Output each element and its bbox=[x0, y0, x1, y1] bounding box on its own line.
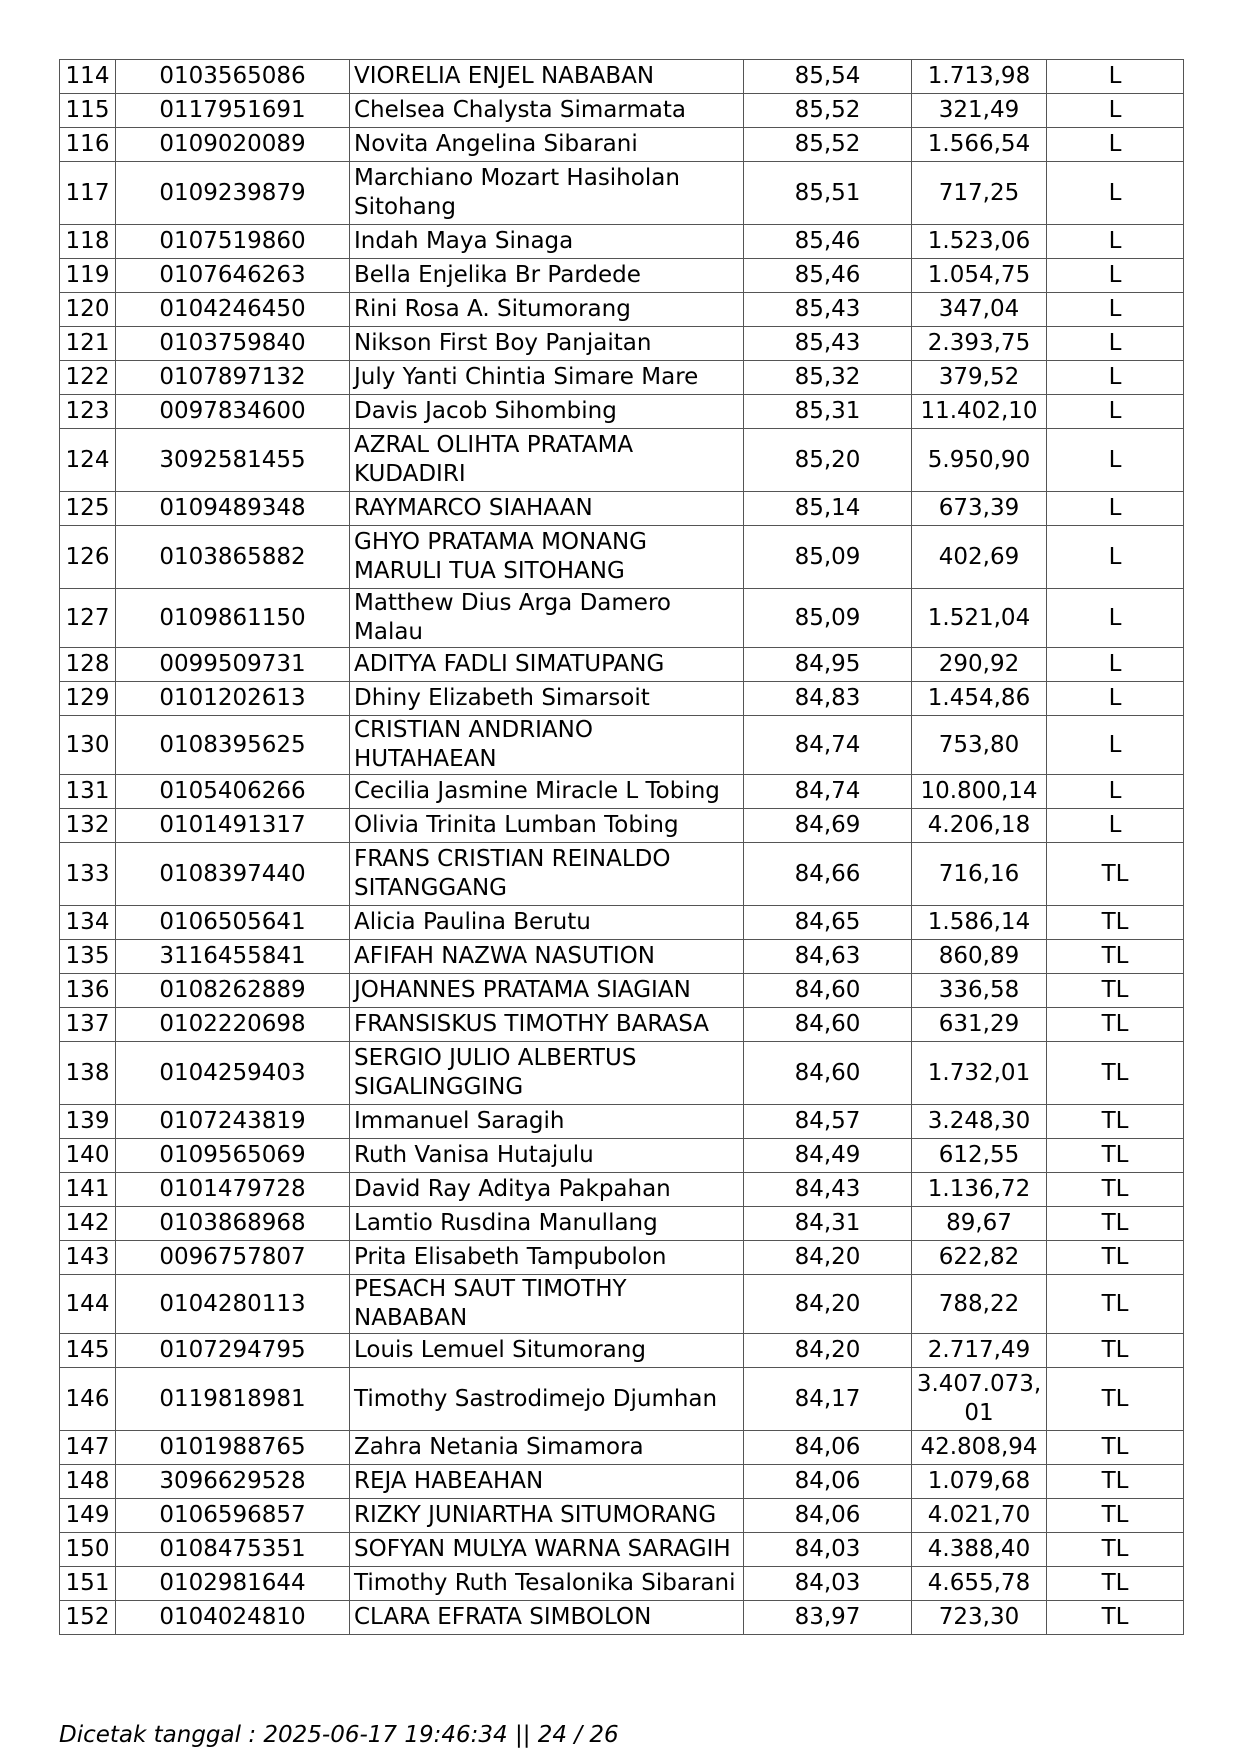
value-cell: 1.732,01 bbox=[912, 1042, 1047, 1105]
value-cell: 717,25 bbox=[912, 162, 1047, 225]
status-cell: TL bbox=[1047, 1431, 1184, 1465]
table-row bbox=[60, 1207, 1184, 1241]
row-number-cell: 127 bbox=[60, 589, 116, 648]
row-number-cell: 148 bbox=[60, 1465, 116, 1499]
student-id-cell: 0108262889 bbox=[116, 974, 350, 1008]
table-row bbox=[60, 1499, 1184, 1533]
value-cell: 1.566,54 bbox=[912, 128, 1047, 162]
student-id-cell: 0106505641 bbox=[116, 906, 350, 940]
row-number-cell: 139 bbox=[60, 1105, 116, 1139]
table-row bbox=[60, 94, 1184, 128]
status-cell: L bbox=[1047, 361, 1184, 395]
table-row bbox=[60, 225, 1184, 259]
score-cell: 84,60 bbox=[744, 1042, 912, 1105]
status-cell: TL bbox=[1047, 1533, 1184, 1567]
value-cell: 1.521,04 bbox=[912, 589, 1047, 648]
results-table bbox=[59, 59, 1184, 1635]
student-id-cell: 0107646263 bbox=[116, 259, 350, 293]
row-number-cell: 147 bbox=[60, 1431, 116, 1465]
status-cell: L bbox=[1047, 775, 1184, 809]
score-cell: 84,03 bbox=[744, 1567, 912, 1601]
table-row bbox=[60, 1334, 1184, 1368]
score-cell: 84,20 bbox=[744, 1275, 912, 1334]
status-cell: L bbox=[1047, 716, 1184, 775]
student-name-cell: Marchiano Mozart Hasiholan Sitohang bbox=[350, 162, 744, 225]
row-number-cell: 144 bbox=[60, 1275, 116, 1334]
table-row bbox=[60, 1173, 1184, 1207]
student-name-cell: GHYO PRATAMA MONANG MARULI TUA SITOHANG bbox=[350, 526, 744, 589]
table-row bbox=[60, 1368, 1184, 1431]
table-row bbox=[60, 1601, 1184, 1635]
score-cell: 85,54 bbox=[744, 60, 912, 94]
table-row bbox=[60, 716, 1184, 775]
student-name-cell: CRISTIAN ANDRIANO HUTAHAEAN bbox=[350, 716, 744, 775]
score-cell: 84,74 bbox=[744, 716, 912, 775]
table-row bbox=[60, 526, 1184, 589]
value-cell: 753,80 bbox=[912, 716, 1047, 775]
status-cell: TL bbox=[1047, 1465, 1184, 1499]
student-id-cell: 0105406266 bbox=[116, 775, 350, 809]
student-name-cell: RAYMARCO SIAHAAN bbox=[350, 492, 744, 526]
student-name-cell: Rini Rosa A. Situmorang bbox=[350, 293, 744, 327]
status-cell: L bbox=[1047, 526, 1184, 589]
value-cell: 3.407.073, 01 bbox=[912, 1368, 1047, 1431]
table-row bbox=[60, 259, 1184, 293]
student-name-cell: Lamtio Rusdina Manullang bbox=[350, 1207, 744, 1241]
status-cell: L bbox=[1047, 327, 1184, 361]
row-number-cell: 117 bbox=[60, 162, 116, 225]
value-cell: 42.808,94 bbox=[912, 1431, 1047, 1465]
student-name-cell: Matthew Dius Arga Damero Malau bbox=[350, 589, 744, 648]
student-name-cell: AFIFAH NAZWA NASUTION bbox=[350, 940, 744, 974]
score-cell: 85,52 bbox=[744, 128, 912, 162]
score-cell: 84,69 bbox=[744, 809, 912, 843]
student-name-cell: Chelsea Chalysta Simarmata bbox=[350, 94, 744, 128]
row-number-cell: 128 bbox=[60, 648, 116, 682]
table-row bbox=[60, 1533, 1184, 1567]
status-cell: TL bbox=[1047, 843, 1184, 906]
student-name-cell: JOHANNES PRATAMA SIAGIAN bbox=[350, 974, 744, 1008]
value-cell: 1.136,72 bbox=[912, 1173, 1047, 1207]
table-row bbox=[60, 1465, 1184, 1499]
table-row bbox=[60, 1008, 1184, 1042]
value-cell: 1.079,68 bbox=[912, 1465, 1047, 1499]
student-name-cell: Dhiny Elizabeth Simarsoit bbox=[350, 682, 744, 716]
student-name-cell: SOFYAN MULYA WARNA SARAGIH bbox=[350, 1533, 744, 1567]
row-number-cell: 134 bbox=[60, 906, 116, 940]
row-number-cell: 130 bbox=[60, 716, 116, 775]
value-cell: 4.206,18 bbox=[912, 809, 1047, 843]
table-row bbox=[60, 1042, 1184, 1105]
row-number-cell: 143 bbox=[60, 1241, 116, 1275]
row-number-cell: 122 bbox=[60, 361, 116, 395]
value-cell: 4.021,70 bbox=[912, 1499, 1047, 1533]
row-number-cell: 116 bbox=[60, 128, 116, 162]
row-number-cell: 132 bbox=[60, 809, 116, 843]
table-row bbox=[60, 648, 1184, 682]
student-id-cell: 3096629528 bbox=[116, 1465, 350, 1499]
student-id-cell: 0109861150 bbox=[116, 589, 350, 648]
student-id-cell: 0109239879 bbox=[116, 162, 350, 225]
student-id-cell: 0109020089 bbox=[116, 128, 350, 162]
status-cell: L bbox=[1047, 94, 1184, 128]
value-cell: 4.388,40 bbox=[912, 1533, 1047, 1567]
score-cell: 85,31 bbox=[744, 395, 912, 429]
value-cell: 11.402,10 bbox=[912, 395, 1047, 429]
score-cell: 84,60 bbox=[744, 974, 912, 1008]
student-name-cell: SERGIO JULIO ALBERTUS SIGALINGGING bbox=[350, 1042, 744, 1105]
table-row bbox=[60, 682, 1184, 716]
status-cell: L bbox=[1047, 259, 1184, 293]
student-id-cell: 0102220698 bbox=[116, 1008, 350, 1042]
table-row bbox=[60, 60, 1184, 94]
value-cell: 402,69 bbox=[912, 526, 1047, 589]
value-cell: 290,92 bbox=[912, 648, 1047, 682]
student-name-cell: Davis Jacob Sihombing bbox=[350, 395, 744, 429]
score-cell: 84,49 bbox=[744, 1139, 912, 1173]
table-row bbox=[60, 361, 1184, 395]
student-id-cell: 0097834600 bbox=[116, 395, 350, 429]
row-number-cell: 145 bbox=[60, 1334, 116, 1368]
status-cell: TL bbox=[1047, 940, 1184, 974]
value-cell: 89,67 bbox=[912, 1207, 1047, 1241]
student-name-cell: David Ray Aditya Pakpahan bbox=[350, 1173, 744, 1207]
status-cell: TL bbox=[1047, 1207, 1184, 1241]
student-id-cell: 0108395625 bbox=[116, 716, 350, 775]
status-cell: L bbox=[1047, 429, 1184, 492]
status-cell: TL bbox=[1047, 1139, 1184, 1173]
table-row bbox=[60, 1567, 1184, 1601]
row-number-cell: 149 bbox=[60, 1499, 116, 1533]
value-cell: 4.655,78 bbox=[912, 1567, 1047, 1601]
score-cell: 84,60 bbox=[744, 1008, 912, 1042]
score-cell: 84,95 bbox=[744, 648, 912, 682]
row-number-cell: 125 bbox=[60, 492, 116, 526]
status-cell: L bbox=[1047, 293, 1184, 327]
status-cell: L bbox=[1047, 225, 1184, 259]
score-cell: 84,06 bbox=[744, 1431, 912, 1465]
score-cell: 85,43 bbox=[744, 327, 912, 361]
row-number-cell: 137 bbox=[60, 1008, 116, 1042]
score-cell: 84,83 bbox=[744, 682, 912, 716]
score-cell: 85,43 bbox=[744, 293, 912, 327]
score-cell: 83,97 bbox=[744, 1601, 912, 1635]
score-cell: 84,57 bbox=[744, 1105, 912, 1139]
value-cell: 1.523,06 bbox=[912, 225, 1047, 259]
status-cell: L bbox=[1047, 128, 1184, 162]
table-row bbox=[60, 1275, 1184, 1334]
student-id-cell: 0106596857 bbox=[116, 1499, 350, 1533]
status-cell: TL bbox=[1047, 1008, 1184, 1042]
student-id-cell: 0103868968 bbox=[116, 1207, 350, 1241]
score-cell: 84,66 bbox=[744, 843, 912, 906]
student-id-cell: 0096757807 bbox=[116, 1241, 350, 1275]
status-cell: L bbox=[1047, 809, 1184, 843]
student-id-cell: 0101491317 bbox=[116, 809, 350, 843]
status-cell: L bbox=[1047, 395, 1184, 429]
student-id-cell: 0104246450 bbox=[116, 293, 350, 327]
student-name-cell: Alicia Paulina Berutu bbox=[350, 906, 744, 940]
table-row bbox=[60, 162, 1184, 225]
value-cell: 3.248,30 bbox=[912, 1105, 1047, 1139]
value-cell: 2.717,49 bbox=[912, 1334, 1047, 1368]
row-number-cell: 146 bbox=[60, 1368, 116, 1431]
student-name-cell: Louis Lemuel Situmorang bbox=[350, 1334, 744, 1368]
student-id-cell: 0101988765 bbox=[116, 1431, 350, 1465]
score-cell: 85,51 bbox=[744, 162, 912, 225]
table-row bbox=[60, 1241, 1184, 1275]
row-number-cell: 151 bbox=[60, 1567, 116, 1601]
row-number-cell: 120 bbox=[60, 293, 116, 327]
status-cell: TL bbox=[1047, 906, 1184, 940]
score-cell: 85,09 bbox=[744, 589, 912, 648]
status-cell: L bbox=[1047, 589, 1184, 648]
student-id-cell: 0119818981 bbox=[116, 1368, 350, 1431]
table-row bbox=[60, 327, 1184, 361]
student-id-cell: 0099509731 bbox=[116, 648, 350, 682]
value-cell: 631,29 bbox=[912, 1008, 1047, 1042]
row-number-cell: 140 bbox=[60, 1139, 116, 1173]
row-number-cell: 129 bbox=[60, 682, 116, 716]
student-name-cell: RIZKY JUNIARTHA SITUMORANG bbox=[350, 1499, 744, 1533]
student-name-cell: Bella Enjelika Br Pardede bbox=[350, 259, 744, 293]
student-name-cell: Cecilia Jasmine Miracle L Tobing bbox=[350, 775, 744, 809]
value-cell: 1.586,14 bbox=[912, 906, 1047, 940]
score-cell: 85,20 bbox=[744, 429, 912, 492]
student-id-cell: 0107243819 bbox=[116, 1105, 350, 1139]
student-name-cell: Ruth Vanisa Hutajulu bbox=[350, 1139, 744, 1173]
value-cell: 10.800,14 bbox=[912, 775, 1047, 809]
status-cell: L bbox=[1047, 60, 1184, 94]
row-number-cell: 138 bbox=[60, 1042, 116, 1105]
table-row bbox=[60, 492, 1184, 526]
student-id-cell: 0103865882 bbox=[116, 526, 350, 589]
student-name-cell: FRANSISKUS TIMOTHY BARASA bbox=[350, 1008, 744, 1042]
table-row bbox=[60, 809, 1184, 843]
status-cell: TL bbox=[1047, 1601, 1184, 1635]
status-cell: TL bbox=[1047, 1275, 1184, 1334]
score-cell: 85,09 bbox=[744, 526, 912, 589]
student-id-cell: 0109565069 bbox=[116, 1139, 350, 1173]
table-row bbox=[60, 429, 1184, 492]
student-name-cell: AZRAL OLIHTA PRATAMA KUDADIRI bbox=[350, 429, 744, 492]
row-number-cell: 115 bbox=[60, 94, 116, 128]
score-cell: 84,17 bbox=[744, 1368, 912, 1431]
value-cell: 5.950,90 bbox=[912, 429, 1047, 492]
student-id-cell: 0107897132 bbox=[116, 361, 350, 395]
status-cell: TL bbox=[1047, 974, 1184, 1008]
student-name-cell: VIORELIA ENJEL NABABAN bbox=[350, 60, 744, 94]
row-number-cell: 126 bbox=[60, 526, 116, 589]
student-name-cell: Nikson First Boy Panjaitan bbox=[350, 327, 744, 361]
score-cell: 84,31 bbox=[744, 1207, 912, 1241]
row-number-cell: 119 bbox=[60, 259, 116, 293]
row-number-cell: 124 bbox=[60, 429, 116, 492]
table-row bbox=[60, 974, 1184, 1008]
student-name-cell: Timothy Ruth Tesalonika Sibarani bbox=[350, 1567, 744, 1601]
row-number-cell: 114 bbox=[60, 60, 116, 94]
row-number-cell: 142 bbox=[60, 1207, 116, 1241]
table-row bbox=[60, 843, 1184, 906]
row-number-cell: 136 bbox=[60, 974, 116, 1008]
row-number-cell: 118 bbox=[60, 225, 116, 259]
value-cell: 336,58 bbox=[912, 974, 1047, 1008]
value-cell: 723,30 bbox=[912, 1601, 1047, 1635]
student-id-cell: 0101202613 bbox=[116, 682, 350, 716]
status-cell: TL bbox=[1047, 1042, 1184, 1105]
table-row bbox=[60, 1431, 1184, 1465]
row-number-cell: 135 bbox=[60, 940, 116, 974]
score-cell: 85,14 bbox=[744, 492, 912, 526]
status-cell: TL bbox=[1047, 1173, 1184, 1207]
table-row bbox=[60, 906, 1184, 940]
status-cell: L bbox=[1047, 682, 1184, 716]
student-id-cell: 0109489348 bbox=[116, 492, 350, 526]
status-cell: L bbox=[1047, 492, 1184, 526]
table-row bbox=[60, 395, 1184, 429]
student-id-cell: 0103565086 bbox=[116, 60, 350, 94]
student-id-cell: 0104259403 bbox=[116, 1042, 350, 1105]
student-id-cell: 0101479728 bbox=[116, 1173, 350, 1207]
table-row bbox=[60, 128, 1184, 162]
status-cell: L bbox=[1047, 162, 1184, 225]
score-cell: 84,06 bbox=[744, 1465, 912, 1499]
row-number-cell: 123 bbox=[60, 395, 116, 429]
value-cell: 622,82 bbox=[912, 1241, 1047, 1275]
score-cell: 85,52 bbox=[744, 94, 912, 128]
student-name-cell: Timothy Sastrodimejo Djumhan bbox=[350, 1368, 744, 1431]
score-cell: 85,32 bbox=[744, 361, 912, 395]
status-cell: TL bbox=[1047, 1499, 1184, 1533]
status-cell: TL bbox=[1047, 1567, 1184, 1601]
score-cell: 85,46 bbox=[744, 259, 912, 293]
student-id-cell: 0107519860 bbox=[116, 225, 350, 259]
student-name-cell: Zahra Netania Simamora bbox=[350, 1431, 744, 1465]
value-cell: 860,89 bbox=[912, 940, 1047, 974]
row-number-cell: 133 bbox=[60, 843, 116, 906]
results-table-body bbox=[60, 60, 1184, 1635]
score-cell: 84,03 bbox=[744, 1533, 912, 1567]
row-number-cell: 131 bbox=[60, 775, 116, 809]
student-id-cell: 0107294795 bbox=[116, 1334, 350, 1368]
row-number-cell: 150 bbox=[60, 1533, 116, 1567]
student-name-cell: FRANS CRISTIAN REINALDO SITANGGANG bbox=[350, 843, 744, 906]
row-number-cell: 121 bbox=[60, 327, 116, 361]
score-cell: 84,20 bbox=[744, 1241, 912, 1275]
table-row bbox=[60, 940, 1184, 974]
value-cell: 321,49 bbox=[912, 94, 1047, 128]
student-name-cell: Prita Elisabeth Tampubolon bbox=[350, 1241, 744, 1275]
value-cell: 788,22 bbox=[912, 1275, 1047, 1334]
student-id-cell: 0104280113 bbox=[116, 1275, 350, 1334]
status-cell: TL bbox=[1047, 1105, 1184, 1139]
student-id-cell: 0117951691 bbox=[116, 94, 350, 128]
score-cell: 84,74 bbox=[744, 775, 912, 809]
table-row bbox=[60, 1105, 1184, 1139]
student-name-cell: Novita Angelina Sibarani bbox=[350, 128, 744, 162]
student-id-cell: 3092581455 bbox=[116, 429, 350, 492]
status-cell: TL bbox=[1047, 1334, 1184, 1368]
student-name-cell: July Yanti Chintia Simare Mare bbox=[350, 361, 744, 395]
student-name-cell: Immanuel Saragih bbox=[350, 1105, 744, 1139]
student-id-cell: 0102981644 bbox=[116, 1567, 350, 1601]
student-id-cell: 0104024810 bbox=[116, 1601, 350, 1635]
student-id-cell: 0108397440 bbox=[116, 843, 350, 906]
status-cell: TL bbox=[1047, 1241, 1184, 1275]
table-row bbox=[60, 1139, 1184, 1173]
score-cell: 84,20 bbox=[744, 1334, 912, 1368]
score-cell: 84,65 bbox=[744, 906, 912, 940]
value-cell: 347,04 bbox=[912, 293, 1047, 327]
table-row bbox=[60, 589, 1184, 648]
student-name-cell: Olivia Trinita Lumban Tobing bbox=[350, 809, 744, 843]
value-cell: 716,16 bbox=[912, 843, 1047, 906]
student-name-cell: Indah Maya Sinaga bbox=[350, 225, 744, 259]
student-id-cell: 0108475351 bbox=[116, 1533, 350, 1567]
student-id-cell: 3116455841 bbox=[116, 940, 350, 974]
row-number-cell: 152 bbox=[60, 1601, 116, 1635]
score-cell: 84,06 bbox=[744, 1499, 912, 1533]
student-name-cell: REJA HABEAHAN bbox=[350, 1465, 744, 1499]
student-name-cell: ADITYA FADLI SIMATUPANG bbox=[350, 648, 744, 682]
student-id-cell: 0103759840 bbox=[116, 327, 350, 361]
value-cell: 673,39 bbox=[912, 492, 1047, 526]
score-cell: 85,46 bbox=[744, 225, 912, 259]
print-footer: Dicetak tanggal : 2025-06-17 19:46:34 || 24 / 26 bbox=[59, 1722, 619, 1748]
status-cell: TL bbox=[1047, 1368, 1184, 1431]
score-cell: 84,43 bbox=[744, 1173, 912, 1207]
student-name-cell: PESACH SAUT TIMOTHY NABABAN bbox=[350, 1275, 744, 1334]
value-cell: 1.713,98 bbox=[912, 60, 1047, 94]
value-cell: 2.393,75 bbox=[912, 327, 1047, 361]
value-cell: 612,55 bbox=[912, 1139, 1047, 1173]
value-cell: 1.054,75 bbox=[912, 259, 1047, 293]
table-row bbox=[60, 775, 1184, 809]
status-cell: L bbox=[1047, 648, 1184, 682]
table-row bbox=[60, 293, 1184, 327]
row-number-cell: 141 bbox=[60, 1173, 116, 1207]
value-cell: 379,52 bbox=[912, 361, 1047, 395]
student-name-cell: CLARA EFRATA SIMBOLON bbox=[350, 1601, 744, 1635]
value-cell: 1.454,86 bbox=[912, 682, 1047, 716]
score-cell: 84,63 bbox=[744, 940, 912, 974]
